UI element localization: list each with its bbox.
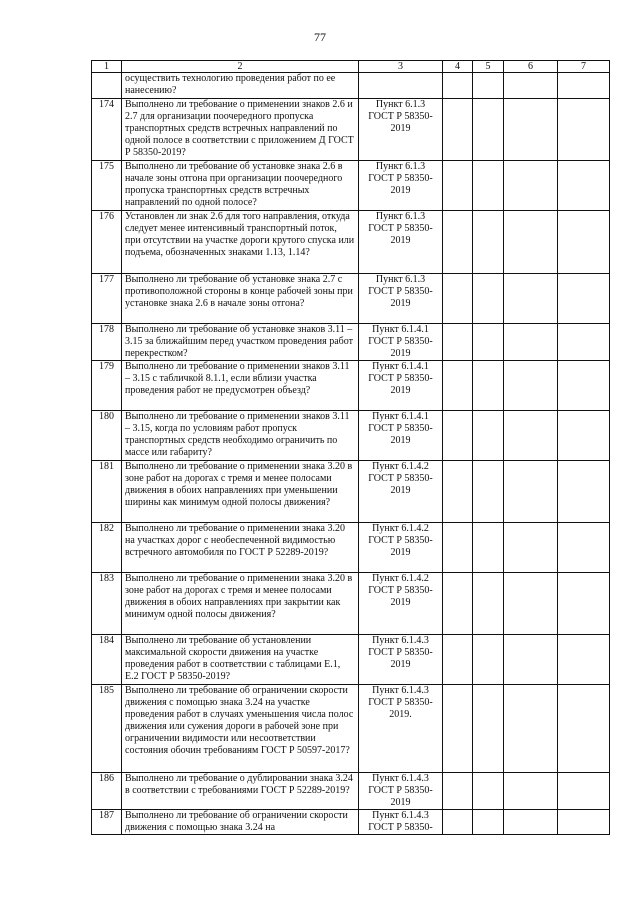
blank-cell: [504, 635, 558, 685]
blank-cell: [504, 73, 558, 99]
row-number: [92, 73, 122, 99]
table-row: [92, 810, 610, 835]
row-number: 183: [92, 573, 122, 635]
blank-cell: [558, 99, 610, 161]
table-row: [92, 411, 610, 461]
row-number: 175: [92, 161, 122, 211]
blank-cell: [558, 211, 610, 274]
blank-cell: [504, 411, 558, 461]
row-number: 185: [92, 685, 122, 773]
row-number: 182: [92, 523, 122, 573]
requirement-question: Выполнено ли требование об ограничении скорости движения с помощью знака 3.24 на: [122, 810, 359, 835]
blank-cell: [443, 461, 473, 523]
column-header: 5: [473, 61, 504, 73]
standard-reference: [359, 73, 443, 99]
blank-cell: [558, 411, 610, 461]
blank-cell: [473, 461, 504, 523]
table-row: [92, 361, 610, 411]
blank-cell: [504, 324, 558, 361]
blank-cell: [443, 810, 473, 835]
blank-cell: [473, 361, 504, 411]
blank-cell: [473, 324, 504, 361]
blank-cell: [443, 274, 473, 324]
column-header: 7: [558, 61, 610, 73]
blank-cell: [443, 685, 473, 773]
blank-cell: [443, 361, 473, 411]
blank-cell: [558, 361, 610, 411]
blank-cell: [504, 274, 558, 324]
row-number: 179: [92, 361, 122, 411]
requirement-question: Выполнено ли требование о дублировании знака 3.24 в соответствии с требованиями ГОСТ Р 52289-2019?: [122, 773, 359, 810]
blank-cell: [473, 161, 504, 211]
blank-cell: [504, 211, 558, 274]
blank-cell: [473, 99, 504, 161]
standard-reference: Пункт 6.1.4.1 ГОСТ Р 58350-2019: [359, 411, 443, 461]
requirement-question: Выполнено ли требование об установке знаков 3.11 – 3.15 за ближайшим перед участком проведения работ перекрестком?: [122, 324, 359, 361]
column-header: 3: [359, 61, 443, 73]
table-row: [92, 161, 610, 211]
blank-cell: [443, 573, 473, 635]
standard-reference: Пункт 6.1.3 ГОСТ Р 58350-2019: [359, 161, 443, 211]
column-header: 1: [92, 61, 122, 73]
blank-cell: [473, 810, 504, 835]
table-row: [92, 635, 610, 685]
blank-cell: [504, 461, 558, 523]
blank-cell: [443, 635, 473, 685]
blank-cell: [443, 99, 473, 161]
standard-reference: Пункт 6.1.4.2 ГОСТ Р 58350-2019: [359, 573, 443, 635]
blank-cell: [504, 573, 558, 635]
requirement-question: Выполнено ли требование о применении знака 3.20 в зоне работ на дорогах с тремя и менее полосами движения в обоих направлениях при закрытии как минимум одной полосы движения?: [122, 573, 359, 635]
blank-cell: [473, 773, 504, 810]
table-row: [92, 523, 610, 573]
blank-cell: [473, 573, 504, 635]
row-number: 180: [92, 411, 122, 461]
standard-reference: Пункт 6.1.3 ГОСТ Р 58350-2019: [359, 211, 443, 274]
blank-cell: [558, 274, 610, 324]
requirement-question: Выполнено ли требование о применении знака 3.20 в зоне работ на дорогах с тремя и менее полосами движения в обоих направлениях при уменьшении ширины как минимум одной полосы движения?: [122, 461, 359, 523]
blank-cell: [504, 99, 558, 161]
table-row: [92, 73, 610, 99]
page-number: 77: [314, 30, 326, 44]
blank-cell: [558, 573, 610, 635]
requirement-question: Выполнено ли требование о применении знака 3.20 на участках дорог с необеспеченной видимостью встречного автомобиля по ГОСТ Р 52289-2019?: [122, 523, 359, 573]
standard-reference: Пункт 6.1.4.2 ГОСТ Р 58350-2019: [359, 523, 443, 573]
blank-cell: [443, 211, 473, 274]
table-row: [92, 211, 610, 274]
blank-cell: [558, 635, 610, 685]
requirement-question: осуществить технологию проведения работ по ее нанесению?: [122, 73, 359, 99]
blank-cell: [443, 73, 473, 99]
table-row: [92, 274, 610, 324]
requirement-question: Выполнено ли требование об ограничении скорости движения с помощью знака 3.24 на участке проведения работ в случаях уменьшения числа полос движения или сужения дороги в рабочей зоне при ограничении видимости или несоответствии состояния обочин требованиям ГОСТ Р 50597-2017?: [122, 685, 359, 773]
blank-cell: [558, 161, 610, 211]
blank-cell: [473, 411, 504, 461]
standard-reference: Пункт 6.1.4.1 ГОСТ Р 58350-2019: [359, 361, 443, 411]
blank-cell: [443, 324, 473, 361]
row-number: 181: [92, 461, 122, 523]
requirement-question: Выполнено ли требование об установке знака 2.7 с противоположной стороны в конце рабочей зоны при установке знака 2.6 в начале зоны отгона?: [122, 274, 359, 324]
blank-cell: [558, 461, 610, 523]
table-row: [92, 461, 610, 523]
blank-cell: [504, 523, 558, 573]
blank-cell: [443, 161, 473, 211]
standard-reference: Пункт 6.1.4.3 ГОСТ Р 58350-2019.: [359, 685, 443, 773]
requirement-question: Выполнено ли требование об установке знака 2.6 в начале зоны отгона при организации поочередного пропуска транспортных средств встречных направлений по одной полосе?: [122, 161, 359, 211]
blank-cell: [558, 810, 610, 835]
table-row: [92, 573, 610, 635]
blank-cell: [443, 523, 473, 573]
blank-cell: [558, 324, 610, 361]
header-row: [92, 61, 610, 73]
requirement-question: Выполнено ли требование о применении знаков 2.6 и 2.7 для организации поочередного пропуска транспортных средств встречных направлений по одной полосе в соответствии с приложением Д ГОСТ Р 58350-2019?: [122, 99, 359, 161]
blank-cell: [504, 161, 558, 211]
blank-cell: [558, 773, 610, 810]
table-row: [92, 324, 610, 361]
blank-cell: [504, 685, 558, 773]
standard-reference: Пункт 6.1.4.3 ГОСТ Р 58350-2019: [359, 635, 443, 685]
blank-cell: [504, 361, 558, 411]
blank-cell: [443, 773, 473, 810]
row-number: 176: [92, 211, 122, 274]
standard-reference: Пункт 6.1.4.1 ГОСТ Р 58350-2019: [359, 324, 443, 361]
blank-cell: [473, 211, 504, 274]
row-number: 187: [92, 810, 122, 835]
blank-cell: [504, 773, 558, 810]
standard-reference: Пункт 6.1.4.3 ГОСТ Р 58350-: [359, 810, 443, 835]
blank-cell: [473, 523, 504, 573]
standard-reference: Пункт 6.1.4.2 ГОСТ Р 58350-2019: [359, 461, 443, 523]
row-number: 174: [92, 99, 122, 161]
row-number: 178: [92, 324, 122, 361]
blank-cell: [558, 523, 610, 573]
blank-cell: [473, 635, 504, 685]
row-number: 177: [92, 274, 122, 324]
table-row: [92, 773, 610, 810]
blank-cell: [558, 685, 610, 773]
blank-cell: [473, 274, 504, 324]
standard-reference: Пункт 6.1.3 ГОСТ Р 58350-2019: [359, 99, 443, 161]
requirement-question: Установлен ли знак 2.6 для того направления, откуда следует менее интенсивный транспортный поток, при отсутствии на участке дороги крутого спуска или подъема, обозначенных знаками 1.13, 1.14?: [122, 211, 359, 274]
blank-cell: [558, 73, 610, 99]
requirement-question: Выполнено ли требование о применении знаков 3.11 – 3.15, когда по условиям работ пропуск транспортных средств необходимо ограничить по массе или габариту?: [122, 411, 359, 461]
blank-cell: [443, 411, 473, 461]
column-header: 6: [504, 61, 558, 73]
row-number: 186: [92, 773, 122, 810]
standard-reference: Пункт 6.1.4.3 ГОСТ Р 58350-2019: [359, 773, 443, 810]
requirement-question: Выполнено ли требование об установлении максимальной скорости движения на участке проведения работ в соответствии с таблицами Е.1, Е.2 ГОСТ Р 58350-2019?: [122, 635, 359, 685]
row-number: 184: [92, 635, 122, 685]
blank-cell: [473, 685, 504, 773]
checklist-table: [91, 60, 610, 835]
blank-cell: [473, 73, 504, 99]
column-header: 2: [122, 61, 359, 73]
requirement-question: Выполнено ли требование о применении знаков 3.11 – 3.15 с табличкой 8.1.1, если вблизи участка проведения работ не предусмотрен объезд?: [122, 361, 359, 411]
table-row: [92, 685, 610, 773]
standard-reference: Пункт 6.1.3 ГОСТ Р 58350-2019: [359, 274, 443, 324]
column-header: 4: [443, 61, 473, 73]
table-row: [92, 99, 610, 161]
blank-cell: [504, 810, 558, 835]
